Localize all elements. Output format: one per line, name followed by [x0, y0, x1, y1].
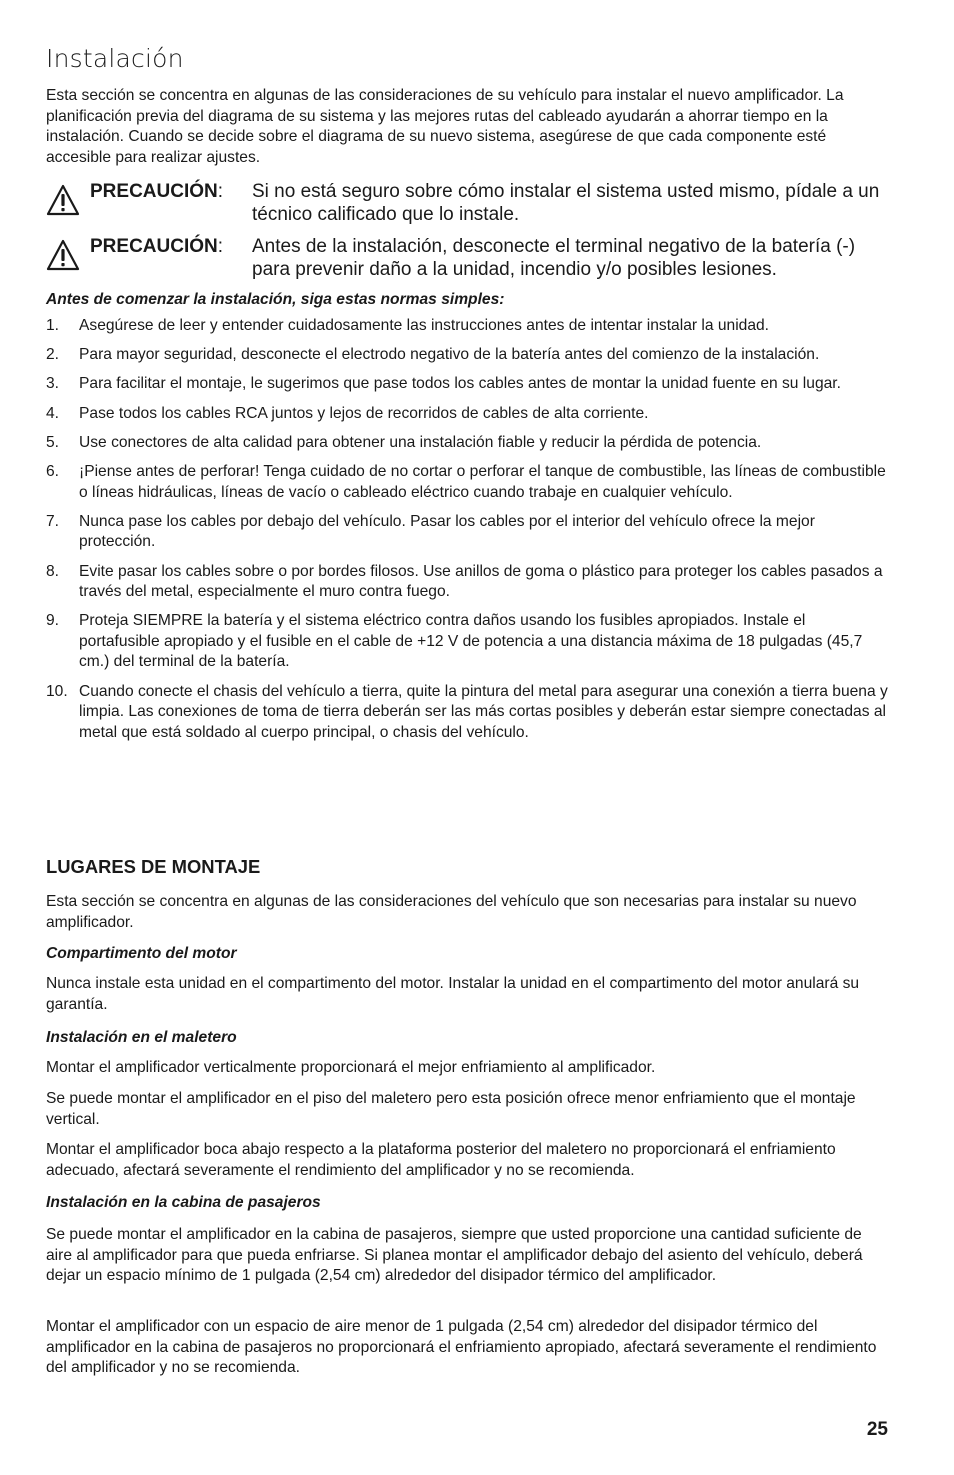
engine-paragraph: Nunca instale esta unidad en el compartimento del motor. Instalar la unidad en el compartimento del motor anulará su garantía.	[46, 975, 860, 1013]
list-item: 4. Pase todos los cables RCA juntos y lejos de recorridos de cables de alta corriente.	[46, 404, 649, 422]
intro-paragraph: Esta sección se concentra en algunas de las consideraciones de su vehículo para instalar el nuevo amplificador. La planificación previa del diagrama de su sistema y las mejores rutas del cableado ayudarán a ahorrar tiempo en la instalación. Cuando se decide sobre el diagrama de su nuevo sistema, asegúrese de que cada componente esté accesible para realizar ajustes.	[46, 87, 844, 166]
list-item: 7. Nunca pase los cables por debajo del vehículo. Pasar los cables por el interior del vehículo ofrece la mejor protección.	[46, 512, 815, 551]
trunk-paragraph: Se puede montar el amplificador en el piso del maletero pero esta posición ofrece menor enfriamiento que el montaje vertical.	[46, 1090, 856, 1128]
trunk-paragraph: Montar el amplificador boca abajo respecto a la plataforma posterior del maletero no proporcionará el enfriamiento adecuado, afectará severamente el rendimiento del amplificador y no se recomienda.	[46, 1141, 836, 1179]
subheading-engine: Compartimento del motor	[46, 945, 237, 962]
cabin-paragraph: Montar el amplificador con un espacio de aire menor de 1 pulgada (2,54 cm) alrededor del disipador térmico del amplificador en la cabina de pasajeros no proporcionará el enfriamiento apropiado, afectará severamente el rendimiento del amplificador y no se recomienda.	[46, 1318, 877, 1377]
caution-label: PRECAUCIÓN:	[90, 236, 224, 257]
list-item: 5. Use conectores de alta calidad para obtener una instalación fiable y reducir la pérdida de potencia.	[46, 433, 762, 451]
list-item: 9. Proteja SIEMPRE la batería y el sistema eléctrico contra daños usando los fusibles apropiados. Instale el portafusible apropiado y el fusible en el cable de +12 V de potencia a una distancia máxima de 18 pulgadas (45,7 cm.) del terminal de la batería.	[46, 612, 863, 671]
list-item: 1. Asegúrese de leer y entender cuidadosamente las instrucciones antes de intentar instalar la unidad.	[46, 317, 770, 334]
warning-triangle-icon	[46, 239, 80, 271]
page-number: 25	[866, 1419, 888, 1440]
mounting-intro: Esta sección se concentra en algunas de las consideraciones del vehículo que son necesarias para instalar su nuevo amplificador.	[46, 893, 857, 931]
caution-text: Antes de la instalación, desconecte el terminal negativo de la batería (-) para prevenir daño a la unidad, incendio y/o posibles lesiones.	[252, 236, 856, 280]
caution-block-1	[46, 180, 888, 230]
subheading-trunk: Instalación en el maletero	[46, 1029, 237, 1046]
rules-list	[46, 316, 888, 752]
rules-heading: Antes de comenzar la instalación, siga estas normas simples:	[46, 291, 505, 308]
page-title: Instalación	[46, 44, 184, 73]
cabin-paragraph: Se puede montar el amplificador en la cabina de pasajeros, siempre que usted proporcione una cantidad suficiente de aire al amplificador para que pueda enfriarse. Si planea montar el amplificador debajo del asiento del vehículo, deberá dejar un espacio mínimo de 1 pulgada (2,54 cm) alrededor del disipador térmico del amplificador.	[46, 1226, 863, 1285]
list-item: 2. Para mayor seguridad, desconecte el electrodo negativo de la batería antes del comienzo de la instalación.	[46, 346, 820, 364]
section-heading: LUGARES DE MONTAJE	[46, 856, 261, 877]
caution-text: Si no está seguro sobre cómo instalar el sistema usted mismo, pídale a un técnico calificado que lo instale.	[252, 181, 880, 225]
warning-triangle-icon	[46, 184, 80, 216]
subheading-cabin: Instalación en la cabina de pasajeros	[46, 1194, 321, 1211]
trunk-paragraph: Montar el amplificador verticalmente proporcionará el mejor enfriamiento al amplificador.	[46, 1059, 656, 1076]
list-item: 8. Evite pasar los cables sobre o por bordes filosos. Use anillos de goma o plástico para proteger los cables pasados a través del metal, especialmente el muro contra fuego.	[46, 562, 883, 601]
caution-block-2	[46, 235, 888, 285]
list-item: 3. Para facilitar el montaje, le sugerimos que pase todos los cables antes de montar la unidad fuente en su lugar.	[46, 375, 841, 393]
list-item: 6. ¡Piense antes de perforar! Tenga cuidado de no cortar o perforar el tanque de combustible, las líneas de combustible o líneas hidráulicas, líneas de vacío o cableado eléctrico cuando trabaje en cualquier vehículo.	[46, 462, 886, 501]
list-item: 10. Cuando conecte el chasis del vehículo a tierra, quite la pintura del metal para asegurar una conexión a tierra buena y limpia. Las conexiones de toma de tierra deberán ser las más cortas posibles y deberán estar siempre conectadas al metal que está soldado al cuerpo principal, o chasis del vehículo.	[46, 682, 888, 741]
caution-label: PRECAUCIÓN:	[90, 181, 224, 202]
